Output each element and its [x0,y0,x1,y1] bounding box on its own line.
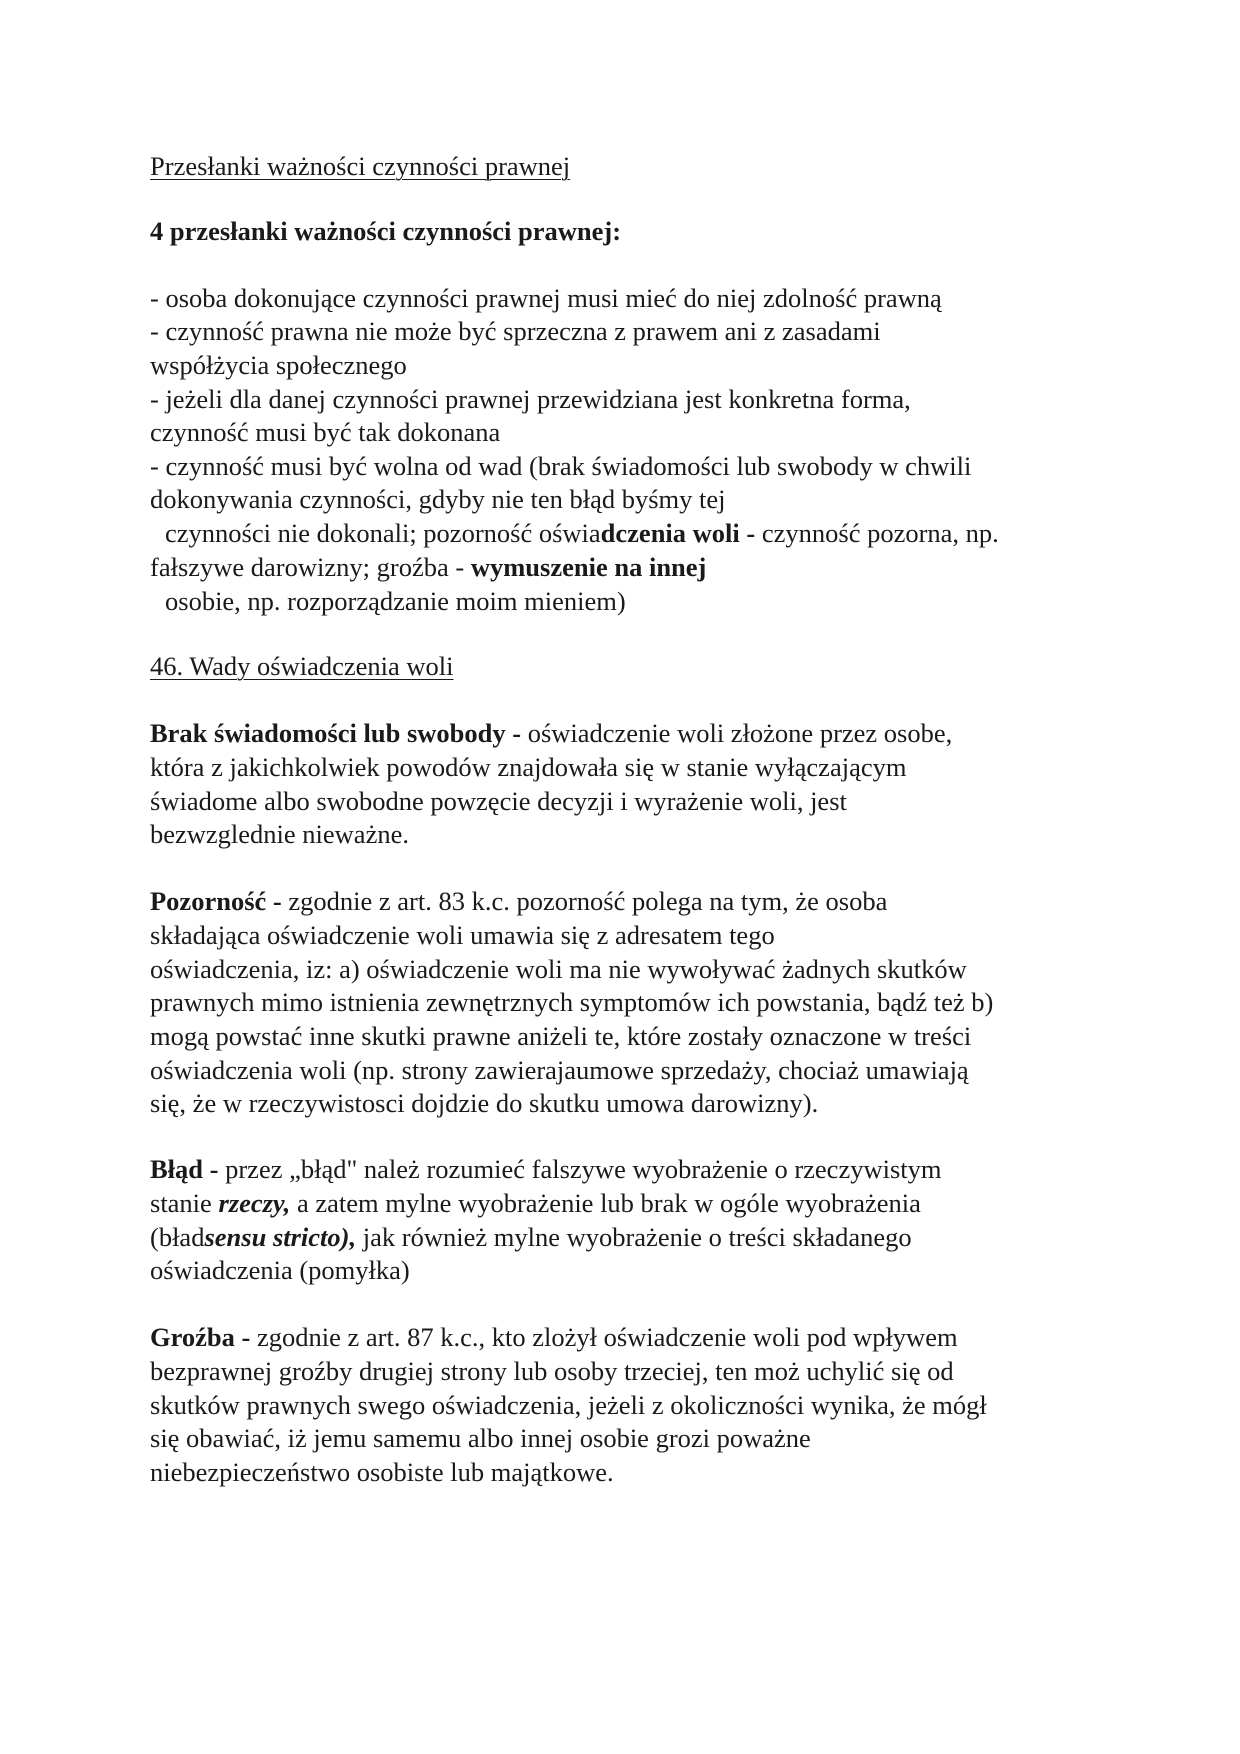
bold-span: dczenia woli - [600,518,756,548]
text-span: zgodnie z art. 87 k.c., kto zlożył oświadczenie woli pod wpływem [250,1322,958,1352]
paragraph-line: oświadczenia woli (np. strony zawierajaumowe sprzedaży, chociaż umawiają [150,1055,969,1085]
paragraph-line: która z jakichkolwiek powodów znajdowała się w stanie wyłączającym [150,752,907,782]
section2-title: 46. Wady oświadczenia woli [150,651,454,681]
paragraph-line: mogą powstać inne skutki prawne aniżeli te, które zostały oznaczone w treści [150,1021,972,1051]
section-heading: 4 przesłanki ważności czynności prawnej: [150,216,622,246]
text-span: oświadczenie woli złożone przez osobe, [521,718,953,748]
text-span: a zatem mylne wyobrażenie lub brak w ogóle wyobrażenia [290,1188,921,1218]
term-grozba: Groźba - [150,1322,251,1352]
paragraph-line: niebezpieczeństwo osobiste lub majątkowe. [150,1457,614,1487]
list-line: współżycia społecznego [150,350,407,380]
text-span: fałszywe darowizny; groźba - [150,552,471,582]
list-line: - czynność musi być wolna od wad (brak świadomości lub swobody w chwili [150,451,972,481]
list-line: - czynność prawna nie może być sprzeczna z prawem ani z zasadami [150,316,881,346]
paragraph-line: prawnych mimo istnienia zewnętrznych symptomów ich powstania, bądź też b) [150,987,994,1017]
paragraph-line [150,1321,958,1355]
list-line: - jeżeli dla danej czynności prawnej przewidziana jest konkretna forma, [150,384,911,414]
text-span: stanie [150,1188,219,1218]
list-line: osobie, np. rozporządzanie moim mieniem) [165,586,626,616]
term-blad: Błąd - [150,1154,219,1184]
paragraph-line: świadome albo swobodne powzęcie decyzji i wyrażenie woli, jest [150,786,847,816]
paragraph-line: skutków prawnych swego oświadczenia, jeżeli z okoliczności wynika, że mógł [150,1390,987,1420]
text-span: czynności nie dokonali; pozorność oświa [165,518,601,548]
list-line: dokonywania czynności, gdyby nie ten błąd byśmy tej [150,484,726,514]
paragraph-line: oświadczenia (pomyłka) [150,1255,410,1285]
text-span: przez „błąd" należ rozumieć falszywe wyobrażenie o rzeczywistym [218,1154,942,1184]
text-span: (bład [150,1222,205,1252]
text-span: zgodnie z art. 83 k.c. pozorność polega na tym, że osoba [288,886,888,916]
document-title: Przesłanki ważności czynności prawnej [150,151,571,181]
paragraph-line [150,885,887,919]
bold-italic-span: rzeczy, [218,1188,291,1218]
paragraph-line [150,1153,942,1187]
paragraph-line: oświadczenia, iz: a) oświadczenie woli ma nie wywoływać żadnych skutków [150,954,967,984]
paragraph-line [150,717,952,751]
list-line: czynność musi być tak dokonana [150,417,501,447]
paragraph-line [150,1187,921,1221]
bold-italic-span: sensu stricto), [204,1222,357,1252]
text-span: jak również mylne wyobrażenie o treści składanego [356,1222,912,1252]
bold-span: wymuszenie na innej [470,552,707,582]
paragraph-line: bezwzglednie nieważne. [150,819,409,849]
term-brak: Brak świadomości lub swobody - [150,718,522,748]
paragraph-line: składająca oświadczenie woli umawia się z adresatem tego [150,920,775,950]
paragraph-line [150,1221,912,1255]
list-line [165,517,999,551]
list-line: - osoba dokonujące czynności prawnej musi mieć do niej zdolność prawną [150,283,942,313]
paragraph-line: się obawiać, iż jemu samemu albo innej osobie grozi poważne [150,1423,811,1453]
paragraph-line: bezprawnej groźby drugiej strony lub osoby trzeciej, ten moż uchylić się od [150,1356,954,1386]
paragraph-line: się, że w rzeczywistosci dojdzie do skutku umowa darowizny). [150,1088,819,1118]
term-pozornosc: Pozorność - [150,886,289,916]
text-span: czynność pozorna, np. [755,518,999,548]
list-line [150,551,706,585]
